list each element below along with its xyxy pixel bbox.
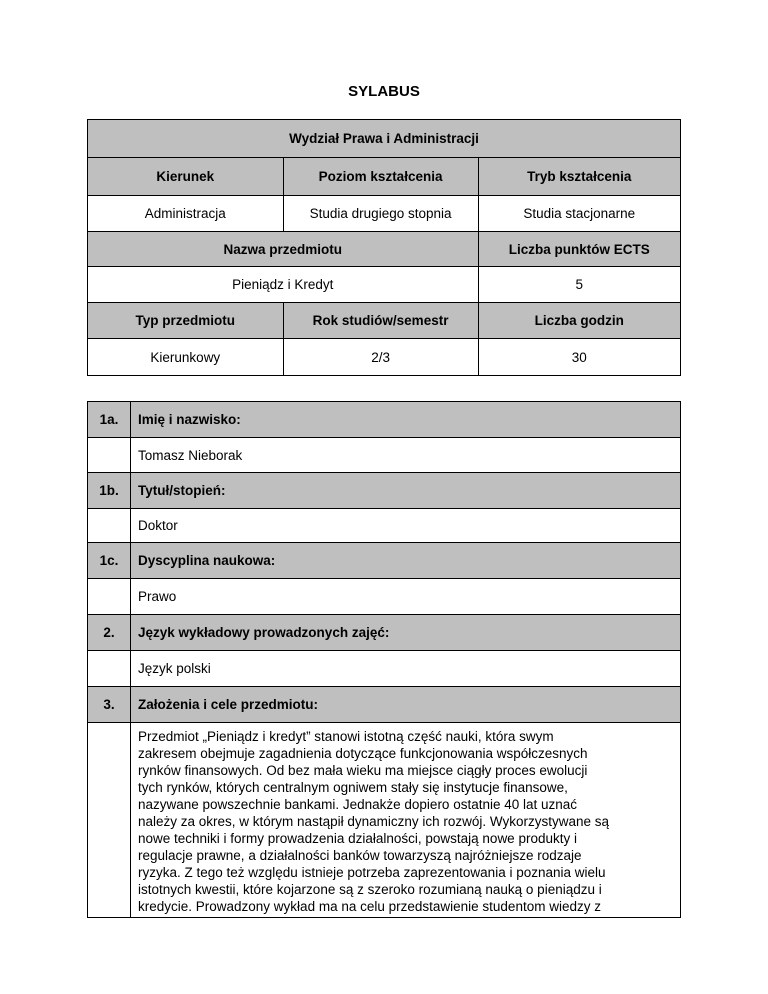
title-degree-value: Doktor bbox=[131, 509, 681, 543]
discipline-label: Dyscyplina naukowa: bbox=[131, 543, 681, 579]
objectives-line: kredycie. Prowadzony wykład ma na celu przedstawienie studentom wiedzy z bbox=[138, 899, 601, 914]
syllabus-sections-table bbox=[87, 401, 681, 918]
objectives-line: regulacje prawne, a działalności banków towarzyszą najróżniejsze rodzaje bbox=[138, 848, 582, 863]
field-of-study-value: Administracja bbox=[88, 196, 284, 232]
field-of-study-label: Kierunek bbox=[88, 158, 284, 196]
header-row-3 bbox=[88, 303, 681, 339]
discipline-value: Prawo bbox=[131, 579, 681, 615]
mode-label: Tryb kształcenia bbox=[478, 158, 680, 196]
mode-value: Studia stacjonarne bbox=[478, 196, 680, 232]
hours-value: 30 bbox=[478, 339, 680, 376]
year-semester-label: Rok studiów/semestr bbox=[283, 303, 478, 339]
objectives-line: rynków finansowych. Od bez mała wieku ma miejsce ciągły proces ewolucji bbox=[138, 763, 588, 778]
section-number: 1c. bbox=[88, 543, 131, 579]
value-row-3 bbox=[88, 339, 681, 376]
section-header-3 bbox=[88, 687, 681, 723]
ects-label: Liczba punktów ECTS bbox=[478, 232, 680, 267]
subject-type-value: Kierunkowy bbox=[88, 339, 284, 376]
header-row-1 bbox=[88, 158, 681, 196]
course-info-table bbox=[87, 119, 681, 376]
level-label: Poziom kształcenia bbox=[283, 158, 478, 196]
section-value-1b bbox=[88, 509, 681, 543]
header-row-2 bbox=[88, 232, 681, 267]
section-value-1c bbox=[88, 579, 681, 615]
title-degree-label: Tytuł/stopień: bbox=[131, 473, 681, 509]
objectives-line: nazywane powszechnie bankami. Jednakże dopiero ostatnie 40 lat uznać bbox=[138, 797, 578, 812]
objectives-line: nowe techniki i formy prowadzenia działalności, powstają nowe produkty i bbox=[138, 831, 577, 846]
faculty-name: Wydział Prawa i Administracji bbox=[88, 120, 681, 158]
subject-type-label: Typ przedmiotu bbox=[88, 303, 284, 339]
hours-label: Liczba godzin bbox=[478, 303, 680, 339]
objectives-line: zakresem obejmuje zagadnienia dotyczące funkcjonowania współczesnych bbox=[138, 746, 588, 761]
objectives-line: należy za okres, w którym nastąpił dynamiczny ich rozwój. Wykorzystywane są bbox=[138, 814, 610, 829]
section-number: 2. bbox=[88, 615, 131, 651]
year-semester-value: 2/3 bbox=[283, 339, 478, 376]
section-header-2 bbox=[88, 615, 681, 651]
faculty-row bbox=[88, 120, 681, 158]
language-value: Język polski bbox=[131, 651, 681, 687]
subject-name-value: Pieniądz i Kredyt bbox=[88, 267, 479, 303]
section-number: 3. bbox=[88, 687, 131, 723]
language-label: Język wykładowy prowadzonych zajęć: bbox=[131, 615, 681, 651]
subject-name-label: Nazwa przedmiotu bbox=[88, 232, 479, 267]
objectives-line: ryzyka. Z tego też względu istnieje potrzeba zaprezentowania i poznania wielu bbox=[138, 865, 606, 880]
instructor-name-value: Tomasz Nieborak bbox=[131, 438, 681, 473]
objectives-label: Założenia i cele przedmiotu: bbox=[131, 687, 681, 723]
ects-value: 5 bbox=[478, 267, 680, 303]
section-header-1b bbox=[88, 473, 681, 509]
instructor-name-label: Imię i nazwisko: bbox=[131, 402, 681, 438]
section-value-1a bbox=[88, 438, 681, 473]
section-value-2 bbox=[88, 651, 681, 687]
page-title: SYLABUS bbox=[348, 83, 420, 100]
value-row-2 bbox=[88, 267, 681, 303]
objectives-line: tych rynków, których centralnym ogniwem stały się instytucje finansowe, bbox=[138, 780, 568, 795]
section-header-1c bbox=[88, 543, 681, 579]
section-number: 1a. bbox=[88, 402, 131, 438]
level-value: Studia drugiego stopnia bbox=[283, 196, 478, 232]
objectives-line: Przedmiot „Pieniądz i kredyt” stanowi istotną część nauki, która swym bbox=[138, 729, 554, 744]
objectives-text bbox=[131, 723, 681, 918]
objectives-line: istotnych kwestii, które kojarzone są z szeroko rozumianą nauką o pieniądzu i bbox=[138, 882, 602, 897]
section-value-3 bbox=[88, 723, 681, 918]
section-header-1a bbox=[88, 402, 681, 438]
section-number: 1b. bbox=[88, 473, 131, 509]
value-row-1 bbox=[88, 196, 681, 232]
